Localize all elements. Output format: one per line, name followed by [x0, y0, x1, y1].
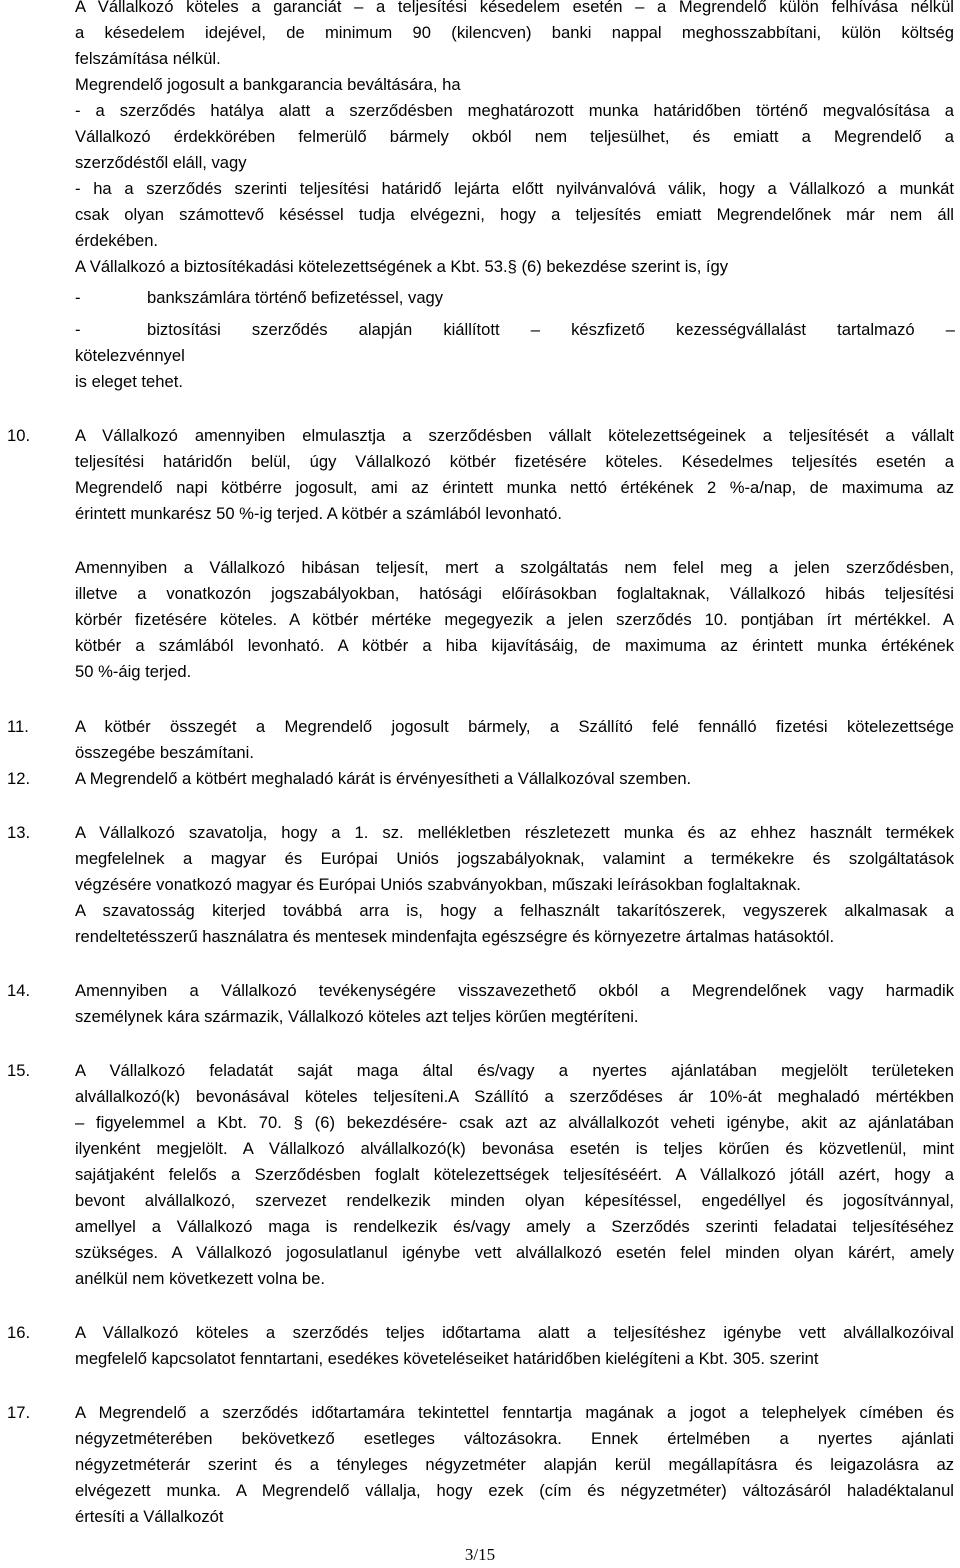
section-number: 10.: [7, 426, 31, 445]
section-number: 13.: [7, 823, 31, 842]
section-number: 16.: [7, 1323, 31, 1342]
section-number: 12.: [7, 769, 31, 788]
section-number: 11.: [7, 717, 29, 736]
section-number: 14.: [7, 981, 31, 1000]
section-number: 17.: [7, 1403, 31, 1422]
section-number: 15.: [7, 1061, 31, 1080]
document-page: A Vállalkozó köteles a garanciát – a teljesítési késedelem esetén – a Megrendelő külön felhívása nélkül a késedelem idejével, de minimum 90 (kilencven) banki nappal meghosszabbítani, külön költség felszámítása nélkül. Megrendelő jogosult a bankgarancia beváltására, ha - a szerződés hatálya alatt a szerződésben meghatározott munka határidőben történő megvalósítása a Vállalkozó érdekkörében felmerülő bármely okból nem teljesülhet, és emiatt a Megrendelő a szerződéstől eláll, vagy - ha a szerződés szerinti teljesítési határidő lejárta előtt nyilvánvalóvá válik, hogy a Vállalkozó a munkát csak olyan számottevő késéssel tudja elvégezni, hogy a teljesítés emiatt Megrendelőnek már nem áll érdekében. A Vállalkozó a biztosítékadási kötelezettségének a Kbt. 53.§ (6) bekezdése szerint is, így - bankszámlára történő befizetéssel, vagy - biztosítási szerződés alapján kiállított – készfizető kezességvállalást tartalmazó – kötelezvénnyel is eleget tehet. 10. A Vállalkozó amennyiben elmulasztja a szerződésben vállalt kötelezettségeinek a teljesítését a vállalt teljesítési határidőn belül, úgy Vállalkozó kötbér fizetésére köteles. Késedelmes teljesítés esetén a Megrendelő napi kötbérre jogosult, ami az érintett munka nettó értékének 2 %-a/nap, de maximuma az érintett munkarész 50 %-ig terjed. A kötbér a számlából levonható. Amennyiben a Vállalkozó hibásan teljesít, mert a szolgáltatás nem felel meg a jelen szerződésben, illetve a vonatkozón jogszabályokban, hatósági előírásokban foglaltaknak, Vállalkozó hibás teljesítési körbér fizetésére köteles. A kötbér mértéke megegyezik a jelen szerződés 10. pontjában írt mértékkel. A kötbér a számlából levonható. A kötbér a hiba kijavításáig, de maximuma az érintett munka értékének 50 %-áig terjed. 11. A kötbér összegét a Megrendelő jogosult bármely, a Szállító felé fennálló fizetési kötelezettsége összegébe beszámítani. 12. A Megrendelő a kötbért meghaladó kárát is érvényesítheti a Vállalkozóval szemben. 13. A Vállalkozó szavatolja, hogy a 1. sz. mellékletben részletezett munka és az ehhez használt termékek megfelelnek a magyar és Európai Uniós jogszabályoknak, valamint a termékekre és szolgáltatások végzésére vonatkozó magyar és Európai Uniós szabványokban, műszaki leírásokban foglaltaknak. A szavatosság kiterjed továbbá arra is, hogy a felhasznált takarítószerek, vegyszerek alkalmasak a rendeltetésszerű használatra és mentesek mindenfajta egészségre és környezetre ártalmas hatásoktól. 14. Amennyiben a Vállalkozó tevékenységére visszavezethető okból a Megrendelőnek vagy harmadik személynek kára származik, Vállalkozó köteles azt teljes körűen megtéríteni. 15. A Vállalkozó feladatát saját maga által és/vagy a nyertes ajánlatában megjelölt területeken alvállalkozó(k) bevonásával köteles teljesíteni.A Szállító a szerződéses ár 10%-át meghaladó mértékben – figyelemmel a Kbt. 70. § (6) bekezdésére- csak azt az alvállalkozót veheti igénybe, akit az ajánlatában ilyenként megjelölt. A Vállalkozó alvállalkozó(k) bevonása esetén is teljes körűen és közvetlenül, mint sajátjaként felelős a Szerződésben foglalt kötelezettségek teljesítéséért. A Vállalkozó jótáll azért, hogy a bevont alvállalkozó, szervezet rendelkezik minden olyan képesítéssel, engedéllyel és jogosítvánnyal, amellyel a Vállalkozó maga is rendelkezik és/vagy amely a Szerződés szerinti feladatai teljesítéséhez szükséges. A Vállalkozó jogosulatlanul igénybe vett alvállalkozó esetén felel minden olyan kárért, amely anélkül nem következett volna be. 16. A Vállalkozó köteles a szerződés teljes időtartama alatt a teljesítéshez igénybe vett alvállalkozóival megfelelő kapcsolatot fenntartani, esedékes követeléseiket határidőben kielégíteni a Kbt. 305. szerint 17. A Megrendelő a szerződés időtartamára tekintettel fenntartja magának a jogot a telephelyek címében és négyzetméterében bekövetkező esetleges változásokra. Ennek értelmében a nyertes ajánlati négyzetméterár szerint és a tényleges négyzetméter alapján kerül megállapításra és leigazolásra az elvégezett munka. A Megrendelő vállalja, hogy ezek (cím és négyzetméter) változásáról haladéktalanul értesíti a Vállalkozót 3/15: [0, 0, 960, 1568]
list-dash: -: [75, 320, 81, 339]
page-number: 3/15: [464, 1545, 496, 1564]
list-dash: -: [75, 288, 81, 307]
